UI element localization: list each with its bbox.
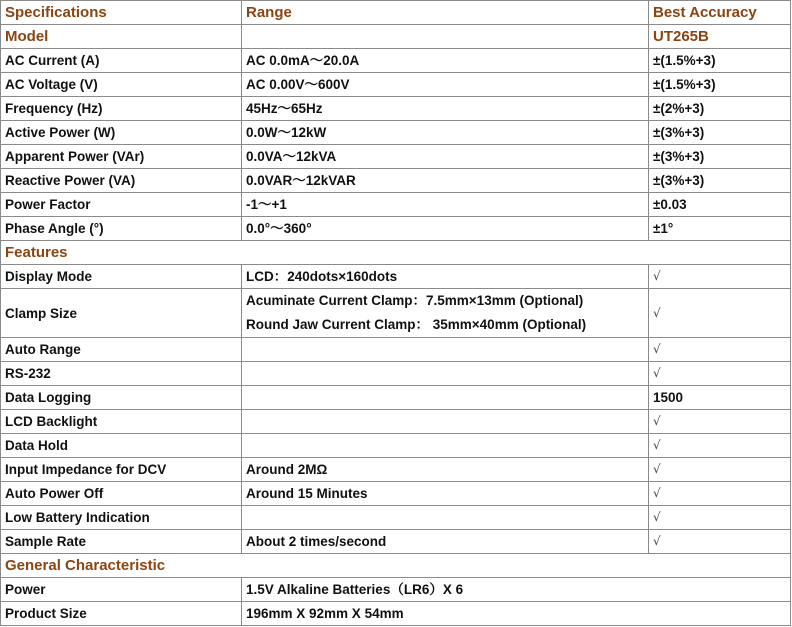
check-mark: √ — [649, 482, 791, 506]
section-row-general — [1, 554, 791, 578]
table-row — [1, 482, 791, 506]
feature-range — [242, 434, 649, 458]
measurement-name: Frequency (Hz) — [1, 97, 242, 121]
feature-name: Auto Power Off — [1, 482, 242, 506]
clamp-size-line-1: Acuminate Current Clamp：7.5mm×13mm (Optional) — [246, 293, 584, 308]
measurement-name: Phase Angle (°) — [1, 217, 242, 241]
table-row — [1, 265, 791, 289]
measurement-accuracy: ±(3%+3) — [649, 121, 791, 145]
model-row — [1, 25, 791, 49]
check-mark: √ — [649, 362, 791, 386]
table-row — [1, 169, 791, 193]
feature-name: RS-232 — [1, 362, 242, 386]
check-mark: √ — [649, 530, 791, 554]
check-mark: √ — [649, 289, 791, 338]
section-title-features: Features — [1, 241, 791, 265]
check-mark: √ — [649, 506, 791, 530]
measurement-name: Apparent Power (VAr) — [1, 145, 242, 169]
measurement-name: Active Power (W) — [1, 121, 242, 145]
table-row — [1, 217, 791, 241]
measurement-accuracy: ±(3%+3) — [649, 169, 791, 193]
model-label: Model — [1, 25, 242, 49]
measurement-range: 0.0W～12kW — [242, 121, 649, 145]
table-row — [1, 145, 791, 169]
measurement-range: 0.0VA～12kVA — [242, 145, 649, 169]
section-title-general: General Characteristic — [1, 554, 791, 578]
check-mark: √ — [649, 265, 791, 289]
model-range-cell — [242, 25, 649, 49]
feature-name: Input Impedance for DCV — [1, 458, 242, 482]
feature-name: Auto Range — [1, 338, 242, 362]
feature-range — [242, 386, 649, 410]
measurement-name: AC Voltage (V) — [1, 73, 242, 97]
measurement-range: 0.0°～360° — [242, 217, 649, 241]
feature-range: Around 2MΩ — [242, 458, 649, 482]
measurement-name: Power Factor — [1, 193, 242, 217]
measurement-range: AC 0.0mA～20.0A — [242, 49, 649, 73]
table-row — [1, 434, 791, 458]
table-row — [1, 73, 791, 97]
measurement-accuracy: ±(1.5%+3) — [649, 49, 791, 73]
table-row — [1, 602, 791, 626]
measurement-accuracy: ±0.03 — [649, 193, 791, 217]
measurement-range: 0.0VAR～12kVAR — [242, 169, 649, 193]
measurement-range: -1～+1 — [242, 193, 649, 217]
model-value: UT265B — [649, 25, 791, 49]
general-name: Product Size — [1, 602, 242, 626]
feature-range — [242, 506, 649, 530]
measurement-range: 45Hz～65Hz — [242, 97, 649, 121]
measurement-accuracy: ±1° — [649, 217, 791, 241]
header-specifications: Specifications — [1, 1, 242, 25]
header-best-accuracy: Best Accuracy — [649, 1, 791, 25]
check-mark: √ — [649, 458, 791, 482]
check-mark: √ — [649, 434, 791, 458]
measurement-name: AC Current (A) — [1, 49, 242, 73]
table-row — [1, 458, 791, 482]
feature-range — [242, 362, 649, 386]
general-name: Power — [1, 578, 242, 602]
check-mark: √ — [649, 338, 791, 362]
clamp-size-row — [1, 289, 791, 338]
clamp-size-line-2: Round Jaw Current Clamp： 35mm×40mm (Optional) — [246, 317, 587, 332]
table-row — [1, 386, 791, 410]
table-row — [1, 530, 791, 554]
feature-name: Display Mode — [1, 265, 242, 289]
general-value: 196mm X 92mm X 54mm — [242, 602, 791, 626]
feature-range — [242, 338, 649, 362]
check-mark: √ — [649, 410, 791, 434]
feature-range: Around 15 Minutes — [242, 482, 649, 506]
general-value: 1.5V Alkaline Batteries（LR6）X 6 — [242, 578, 791, 602]
table-row — [1, 121, 791, 145]
feature-name: Low Battery Indication — [1, 506, 242, 530]
feature-range: LCD：240dots×160dots — [242, 265, 649, 289]
table-row — [1, 578, 791, 602]
feature-name: Sample Rate — [1, 530, 242, 554]
measurement-accuracy: ±(3%+3) — [649, 145, 791, 169]
measurement-accuracy: ±(2%+3) — [649, 97, 791, 121]
header-range: Range — [242, 1, 649, 25]
feature-name: Data Logging — [1, 386, 242, 410]
table-row — [1, 193, 791, 217]
feature-name: Clamp Size — [1, 289, 242, 338]
measurement-range: AC 0.00V～600V — [242, 73, 649, 97]
feature-range — [242, 410, 649, 434]
measurement-accuracy: ±(1.5%+3) — [649, 73, 791, 97]
section-row-features — [1, 241, 791, 265]
table-row — [1, 362, 791, 386]
feature-name: Data Hold — [1, 434, 242, 458]
table-row — [1, 97, 791, 121]
table-row — [1, 49, 791, 73]
table-row — [1, 506, 791, 530]
feature-name: LCD Backlight — [1, 410, 242, 434]
feature-value: 1500 — [649, 386, 791, 410]
table-row — [1, 338, 791, 362]
feature-range: About 2 times/second — [242, 530, 649, 554]
measurement-name: Reactive Power (VA) — [1, 169, 242, 193]
table-row — [1, 410, 791, 434]
clamp-size-range — [242, 289, 649, 338]
header-row — [1, 1, 791, 25]
